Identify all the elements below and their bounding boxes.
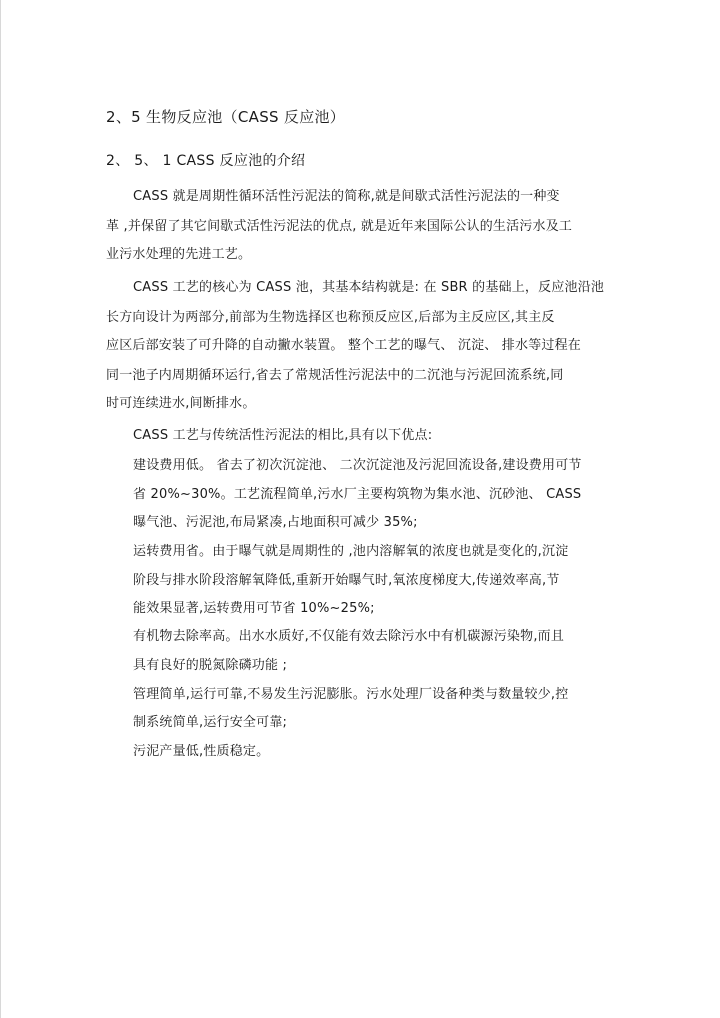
paragraph-line: 革 ,并保留了其它间歇式活性污泥法的优点, 就是近年来国际公认的生活污水及工 [106, 219, 573, 234]
advantage-line: 具有良好的脱氮除磷功能 ; [133, 658, 288, 673]
paragraph-line: 时可连续进水,间断排水。 [106, 396, 256, 411]
paragraph-line: 业污水处理的先进工艺。 [106, 247, 252, 262]
advantage-line: 阶段与排水阶段溶解氧降低,重新开始曝气时,氧浓度梯度大,传递效率高,节 [133, 573, 560, 588]
advantage-line: 有机物去除率高。出水水质好,不仅能有效去除污水中有机碳源污染物,而且 [133, 629, 565, 644]
paragraph-line: 同一池子内周期循环运行,省去了常规活性污泥法中的二沉池与污泥回流系统,同 [106, 368, 564, 383]
intro-line: CASS 工艺与传统活性污泥法的相比,具有以下优点: [133, 428, 433, 443]
advantage-line: 运转费用省。由于曝气就是周期性的 ,池内溶解氧的浓度也就是变化的,沉淀 [133, 544, 569, 559]
advantage-line: 制系统简单,运行安全可靠; [133, 715, 288, 730]
paragraph-line: 长方向设计为两部分,前部为生物选择区也称预反应区,后部为主反应区,其主反 [106, 310, 555, 325]
advantage-line: 建设费用低。 省去了初次沉淀池、 二次沉淀池及污泥回流设备,建设费用可节 [133, 458, 582, 473]
advantage-line: 污泥产量低,性质稳定。 [133, 744, 270, 759]
section-heading: 2、5 生物反应池（CASS 反应池） [106, 108, 346, 126]
advantage-line: 省 20%~30%。工艺流程简单,污水厂主要构筑物为集水池、沉砂池、 CASS [133, 487, 582, 502]
advantage-line: 能效果显著,运转费用可节省 10%~25%; [133, 601, 375, 616]
advantage-line: 管理简单,运行可靠,不易发生污泥膨胀。污水处理厂设备种类与数量较少,控 [133, 687, 569, 702]
advantage-line: 曝气池、污泥池,布局紧凑,占地面积可减少 35%; [133, 515, 418, 530]
paragraph-line: 应区后部安装了可升降的自动撇水装置。 整个工艺的曝气、 沉淀、 排水等过程在 [106, 338, 581, 353]
paragraph-line: CASS 就是周期性循环活性污泥法的简称,就是间歇式活性污泥法的一种变 [133, 189, 560, 204]
page-edge-divider [0, 0, 1, 1018]
paragraph-line: CASS 工艺的核心为 CASS 池，其基本结构就是: 在 SBR 的基础上，反应池沿池 [133, 280, 605, 295]
subsection-heading: 2、 5、 1 CASS 反应池的介绍 [106, 153, 306, 169]
